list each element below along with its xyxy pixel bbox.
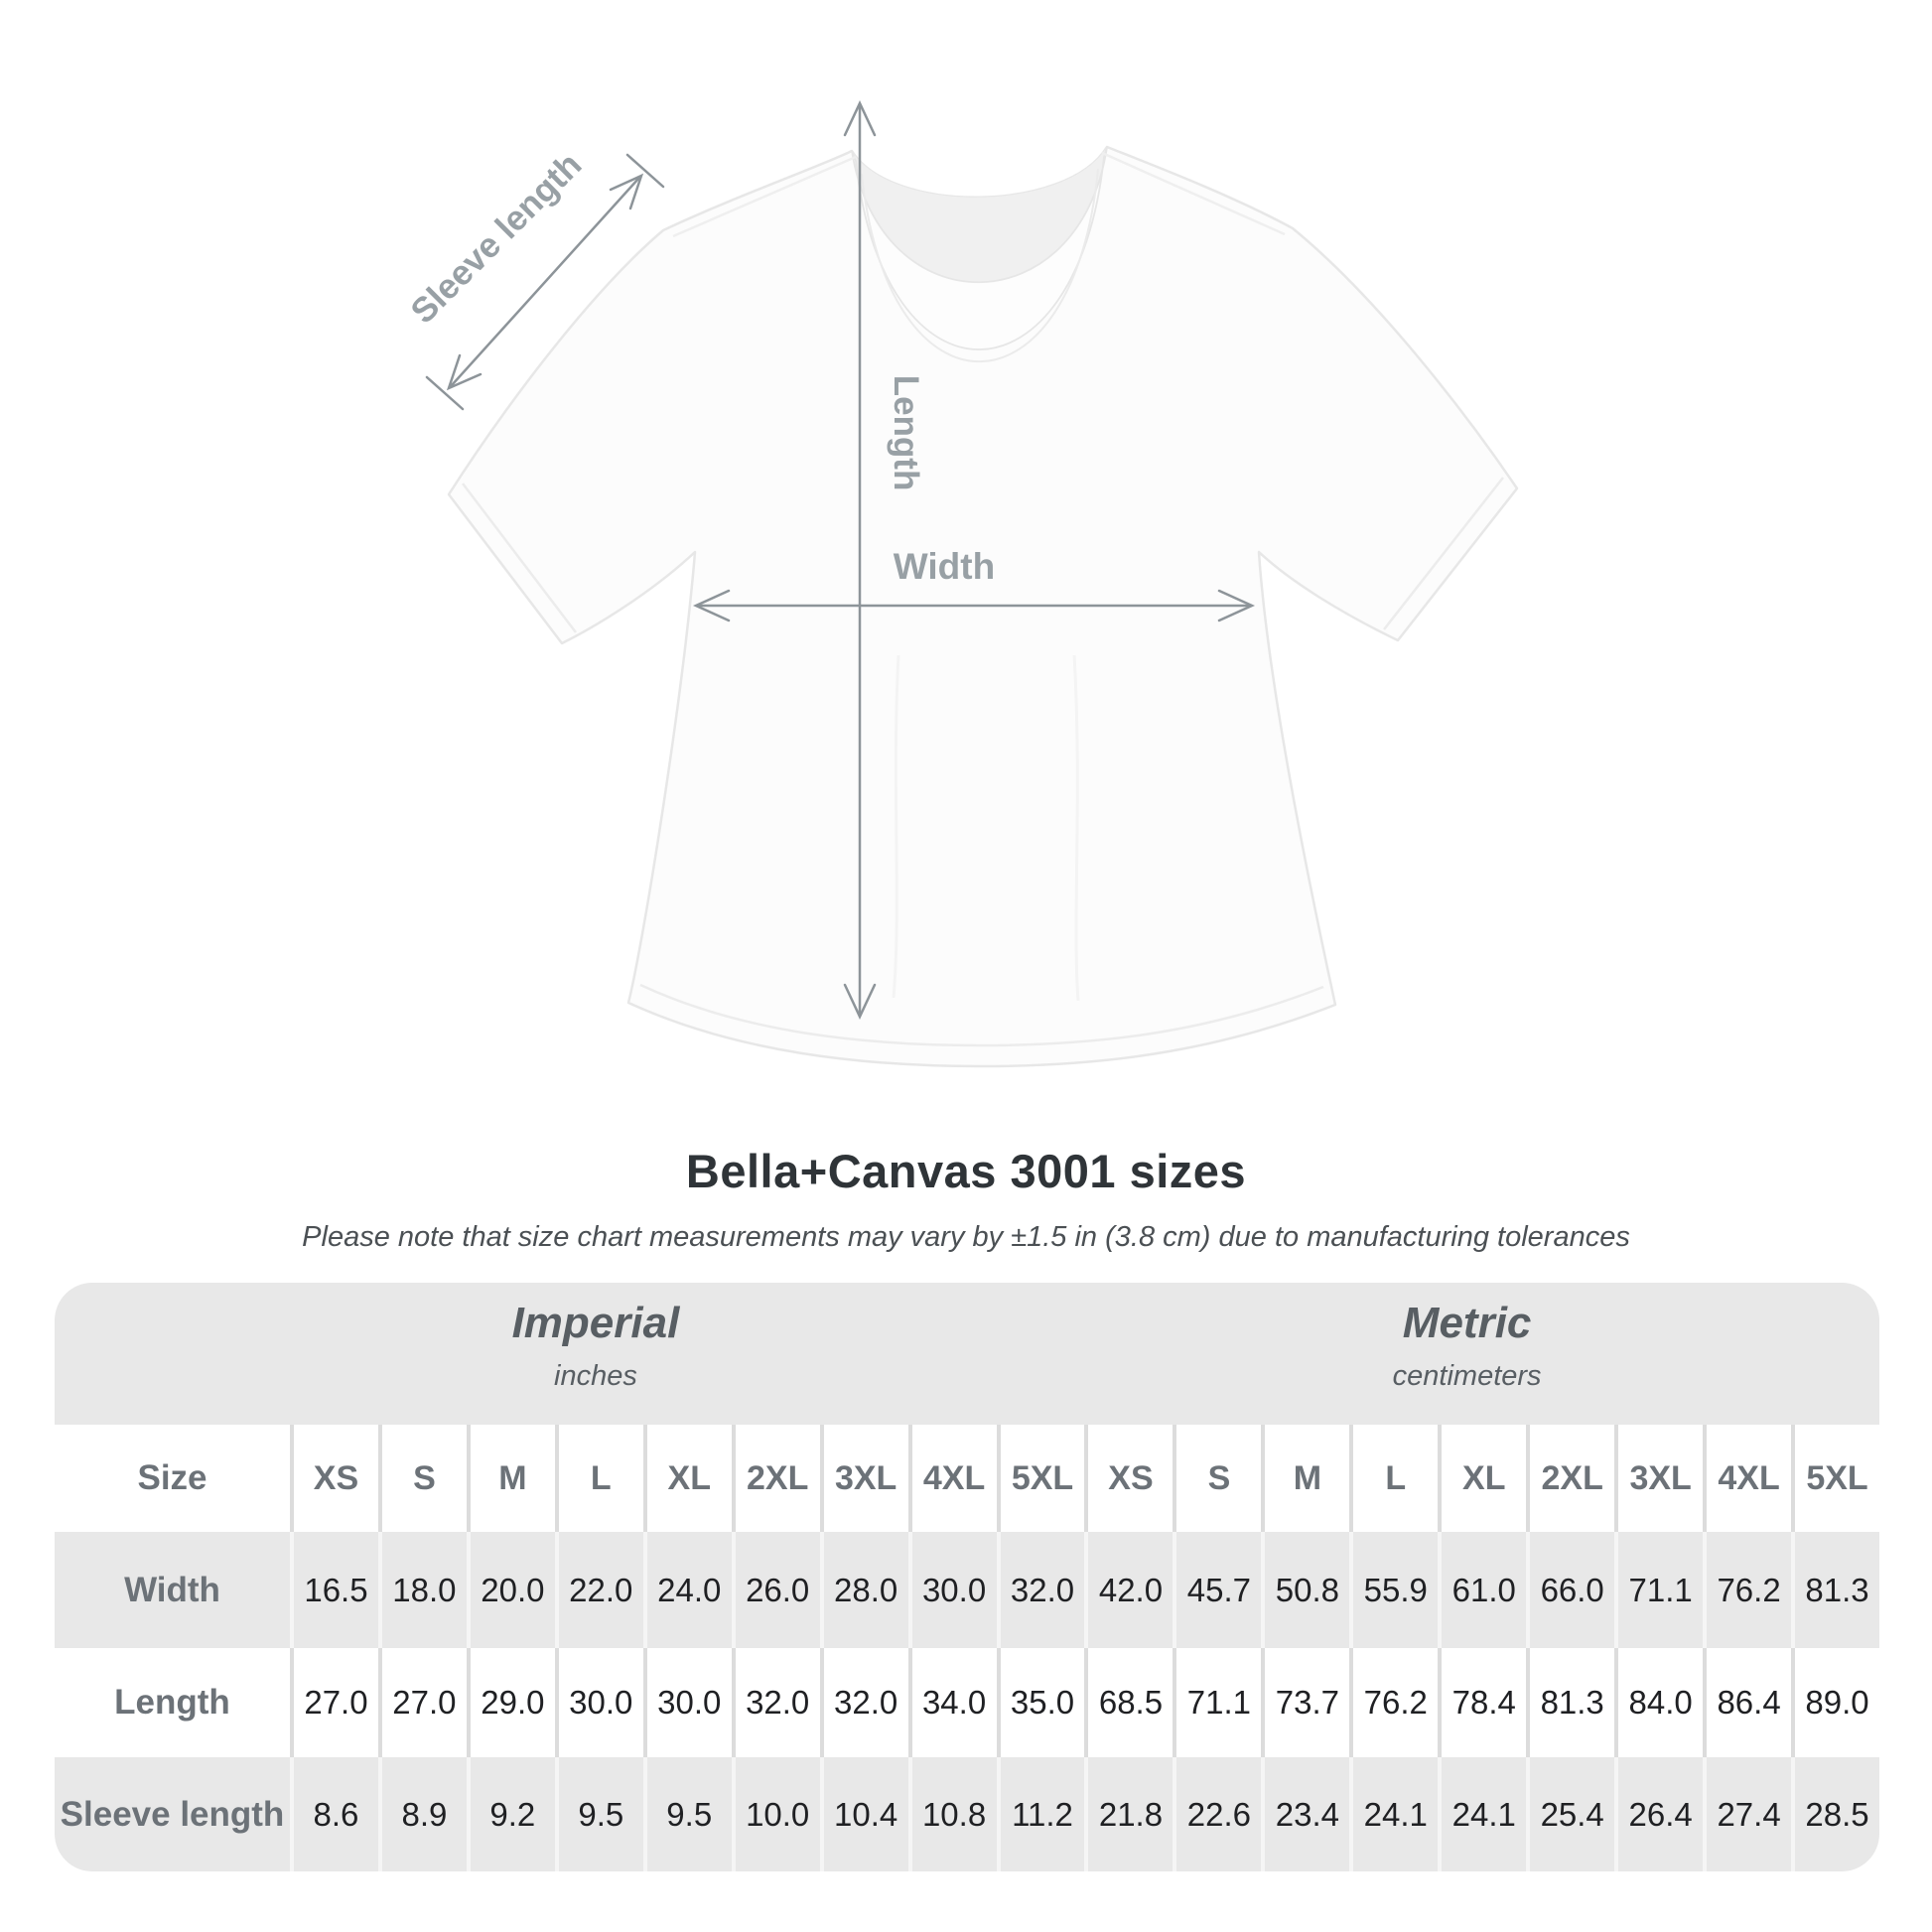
size-column-header: 2XL xyxy=(1526,1425,1614,1532)
width-value-cell: 61.0 xyxy=(1438,1532,1526,1648)
sleeve-length-value-cell: 22.6 xyxy=(1173,1757,1261,1871)
width-value-cell: 76.2 xyxy=(1703,1532,1791,1648)
width-value-cell: 22.0 xyxy=(555,1532,643,1648)
size-column-header: XS xyxy=(290,1425,378,1532)
width-value-cell: 81.3 xyxy=(1791,1532,1879,1648)
length-value-cell: 73.7 xyxy=(1261,1648,1349,1757)
size-column-header: 4XL xyxy=(908,1425,997,1532)
size-chart-table xyxy=(55,1283,1879,1871)
sleeve-length-value-cell: 10.4 xyxy=(820,1757,908,1871)
length-value-cell: 27.0 xyxy=(378,1648,467,1757)
width-value-cell: 66.0 xyxy=(1526,1532,1614,1648)
length-value-cell: 86.4 xyxy=(1703,1648,1791,1757)
length-value-cell: 89.0 xyxy=(1791,1648,1879,1757)
sleeve-length-value-cell: 21.8 xyxy=(1084,1757,1173,1871)
size-corner-label: Size xyxy=(137,1458,207,1497)
size-column-header: 5XL xyxy=(997,1425,1085,1532)
length-value-cell: 30.0 xyxy=(555,1648,643,1757)
length-value-cell: 34.0 xyxy=(908,1648,997,1757)
width-value-cell: 32.0 xyxy=(997,1532,1085,1648)
imperial-title: Imperial xyxy=(511,1299,680,1347)
width-value-cell: 71.1 xyxy=(1614,1532,1703,1648)
width-value-cell: 28.0 xyxy=(820,1532,908,1648)
sleeve-length-value-cell: 9.5 xyxy=(555,1757,643,1871)
metric-unit: centimeters xyxy=(1392,1360,1542,1392)
sleeve-length-value-cell: 26.4 xyxy=(1614,1757,1703,1871)
length-value-cell: 29.0 xyxy=(467,1648,555,1757)
imperial-unit: inches xyxy=(554,1360,637,1392)
width-label: Width xyxy=(893,546,996,587)
size-column-header: 3XL xyxy=(1614,1425,1703,1532)
table-row-length xyxy=(55,1648,1879,1757)
length-label: Length xyxy=(887,374,925,491)
sleeve-length-value-cell: 8.9 xyxy=(378,1757,467,1871)
table-row-width xyxy=(55,1532,1879,1648)
units-header-band xyxy=(55,1283,1879,1425)
sleeve-length-label: Sleeve length xyxy=(403,145,590,332)
width-value-cell: 24.0 xyxy=(643,1532,732,1648)
metric-header xyxy=(1393,1283,1542,1425)
length-value-cell: 84.0 xyxy=(1614,1648,1703,1757)
size-column-header: XS xyxy=(1084,1425,1173,1532)
sleeve-length-value-cell: 27.4 xyxy=(1703,1757,1791,1871)
size-column-header: L xyxy=(555,1425,643,1532)
width-value-cell: 42.0 xyxy=(1084,1532,1173,1648)
sleeve-length-value-cell: 25.4 xyxy=(1526,1757,1614,1871)
page-subtitle: Please note that size chart measurements may vary by ±1.5 in (3.8 cm) due to manufacturing tolerances xyxy=(302,1221,1630,1253)
sleeve-length-value-cell: 28.5 xyxy=(1791,1757,1879,1871)
length-value-cell: 32.0 xyxy=(732,1648,820,1757)
width-value-cell: 30.0 xyxy=(908,1532,997,1648)
length-value-cell: 76.2 xyxy=(1349,1648,1438,1757)
size-column-header: S xyxy=(378,1425,467,1532)
width-value-cell: 16.5 xyxy=(290,1532,378,1648)
length-value-cell: 81.3 xyxy=(1526,1648,1614,1757)
size-column-header: M xyxy=(467,1425,555,1532)
sleeve-length-value-cell: 24.1 xyxy=(1349,1757,1438,1871)
size-column-header: 3XL xyxy=(820,1425,908,1532)
sleeve-length-value-cell: 10.0 xyxy=(732,1757,820,1871)
width-value-cell: 20.0 xyxy=(467,1532,555,1648)
length-value-cell: 35.0 xyxy=(997,1648,1085,1757)
row-label-sleeve-length: Sleeve length xyxy=(60,1794,285,1834)
row-label-length: Length xyxy=(114,1683,230,1722)
size-header-row xyxy=(55,1425,1879,1532)
sleeve-length-value-cell: 8.6 xyxy=(290,1757,378,1871)
sleeve-length-value-cell: 9.2 xyxy=(467,1757,555,1871)
width-value-cell: 26.0 xyxy=(732,1532,820,1648)
length-value-cell: 32.0 xyxy=(820,1648,908,1757)
sleeve-length-value-cell: 24.1 xyxy=(1438,1757,1526,1871)
row-label-width: Width xyxy=(124,1570,220,1609)
length-value-cell: 27.0 xyxy=(290,1648,378,1757)
size-column-header: S xyxy=(1173,1425,1261,1532)
sleeve-length-value-cell: 11.2 xyxy=(997,1757,1085,1871)
sleeve-length-value-cell: 10.8 xyxy=(908,1757,997,1871)
length-value-cell: 71.1 xyxy=(1173,1648,1261,1757)
sleeve-length-value-cell: 23.4 xyxy=(1261,1757,1349,1871)
size-column-header: 5XL xyxy=(1791,1425,1879,1532)
size-column-header: 4XL xyxy=(1703,1425,1791,1532)
table-row-sleeve-length xyxy=(55,1757,1879,1871)
size-column-header: 2XL xyxy=(732,1425,820,1532)
length-value-cell: 30.0 xyxy=(643,1648,732,1757)
size-column-header: XL xyxy=(643,1425,732,1532)
size-column-header: M xyxy=(1261,1425,1349,1532)
length-value-cell: 78.4 xyxy=(1438,1648,1526,1757)
width-value-cell: 45.7 xyxy=(1173,1532,1261,1648)
metric-title: Metric xyxy=(1402,1299,1532,1347)
size-column-header: XL xyxy=(1438,1425,1526,1532)
page-title: Bella+Canvas 3001 sizes xyxy=(685,1145,1247,1197)
length-value-cell: 68.5 xyxy=(1084,1648,1173,1757)
imperial-header xyxy=(512,1283,680,1425)
width-value-cell: 18.0 xyxy=(378,1532,467,1648)
width-value-cell: 55.9 xyxy=(1349,1532,1438,1648)
size-column-header: L xyxy=(1349,1425,1438,1532)
sleeve-length-value-cell: 9.5 xyxy=(643,1757,732,1871)
width-value-cell: 50.8 xyxy=(1261,1532,1349,1648)
